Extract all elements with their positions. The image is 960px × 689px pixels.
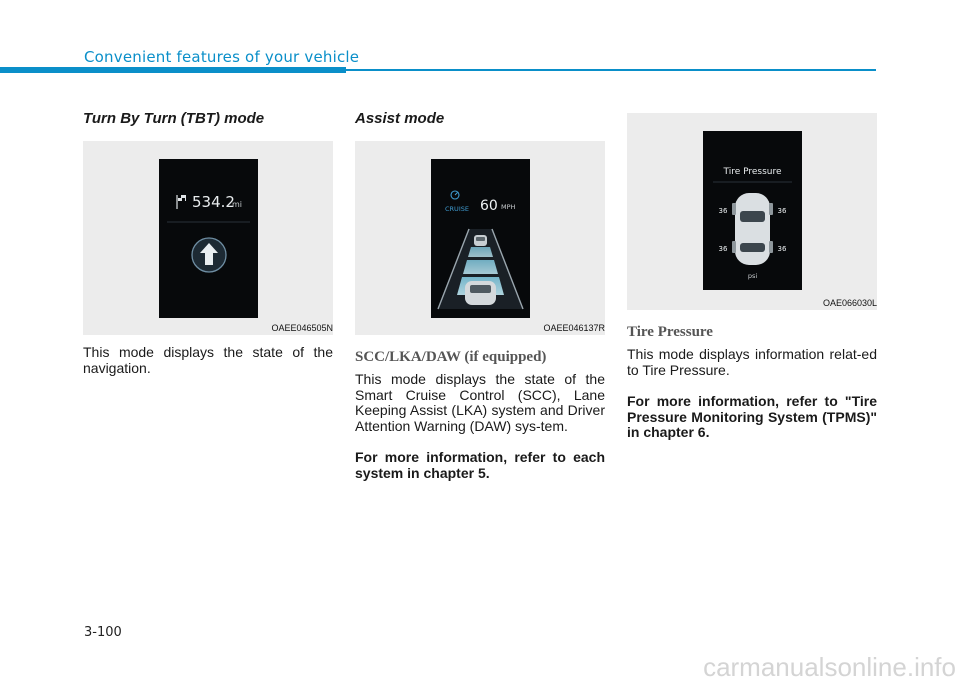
scc-description: This mode displays the state of the Smart Cruise Control (SCC), Lane Keeping Assist (LKA) system and Driver Attention Warning (DAW) sys-tem.: [355, 371, 605, 434]
tbt-description: This mode displays the state of the navigation.: [83, 344, 333, 376]
figure-code: OAE066030L: [822, 298, 877, 308]
tire-display: [703, 131, 802, 290]
tbt-figure: [83, 141, 333, 335]
car-top-view-icon: [732, 193, 773, 265]
tbt-heading: Turn By Turn (TBT) mode: [83, 110, 265, 127]
column-assist: [355, 110, 605, 481]
tire-front-right: 36: [777, 207, 787, 215]
section-header: [0, 44, 960, 74]
cluster-screen: [703, 131, 802, 290]
cluster-screen: [431, 159, 530, 318]
scc-reference-note: For more information, refer to each system in chapter 5.: [355, 449, 605, 481]
scc-subheading: SCC/LKA/DAW (if equipped): [355, 349, 547, 365]
tire-rear-left: 36: [718, 245, 728, 253]
tire-unit: psi: [747, 272, 758, 280]
cluster-screen: [159, 159, 258, 318]
tbt-distance: 534.2: [192, 193, 235, 211]
column-tbt: [83, 110, 333, 376]
tire-reference-note: For more information, refer to "Tire Pressure Monitoring System (TPMS)" in chapter 6.: [627, 393, 877, 440]
tire-front-left: 36: [718, 207, 728, 215]
figure-code: OAEE046137R: [543, 323, 605, 333]
own-vehicle-icon: [465, 281, 496, 305]
tbt-display: [159, 159, 258, 318]
tire-figure: [627, 113, 877, 310]
set-speed: 60: [480, 198, 498, 214]
tire-screen-title: Tire Pressure: [723, 167, 782, 177]
cruise-label: CRUISE: [445, 205, 469, 213]
assist-display: [431, 159, 530, 318]
header-rule: [346, 69, 876, 71]
page-number: 3-100: [84, 625, 122, 640]
assist-heading: Assist mode: [355, 110, 445, 127]
tbt-unit: mi: [232, 200, 243, 209]
column-tire-pressure: [627, 113, 877, 441]
assist-figure: [355, 141, 605, 335]
watermark: carmanualsonline.info: [703, 652, 956, 682]
tire-rear-right: 36: [777, 245, 787, 253]
tire-description: This mode displays information relat-ed to Tire Pressure.: [627, 346, 877, 378]
lead-vehicle-icon: [474, 235, 487, 246]
section-title: Convenient features of your vehicle: [84, 48, 360, 66]
tire-subheading: Tire Pressure: [627, 324, 713, 340]
header-accent-bar: [0, 67, 346, 73]
figure-code: OAEE046505N: [271, 323, 333, 333]
speed-unit: MPH: [501, 203, 516, 211]
